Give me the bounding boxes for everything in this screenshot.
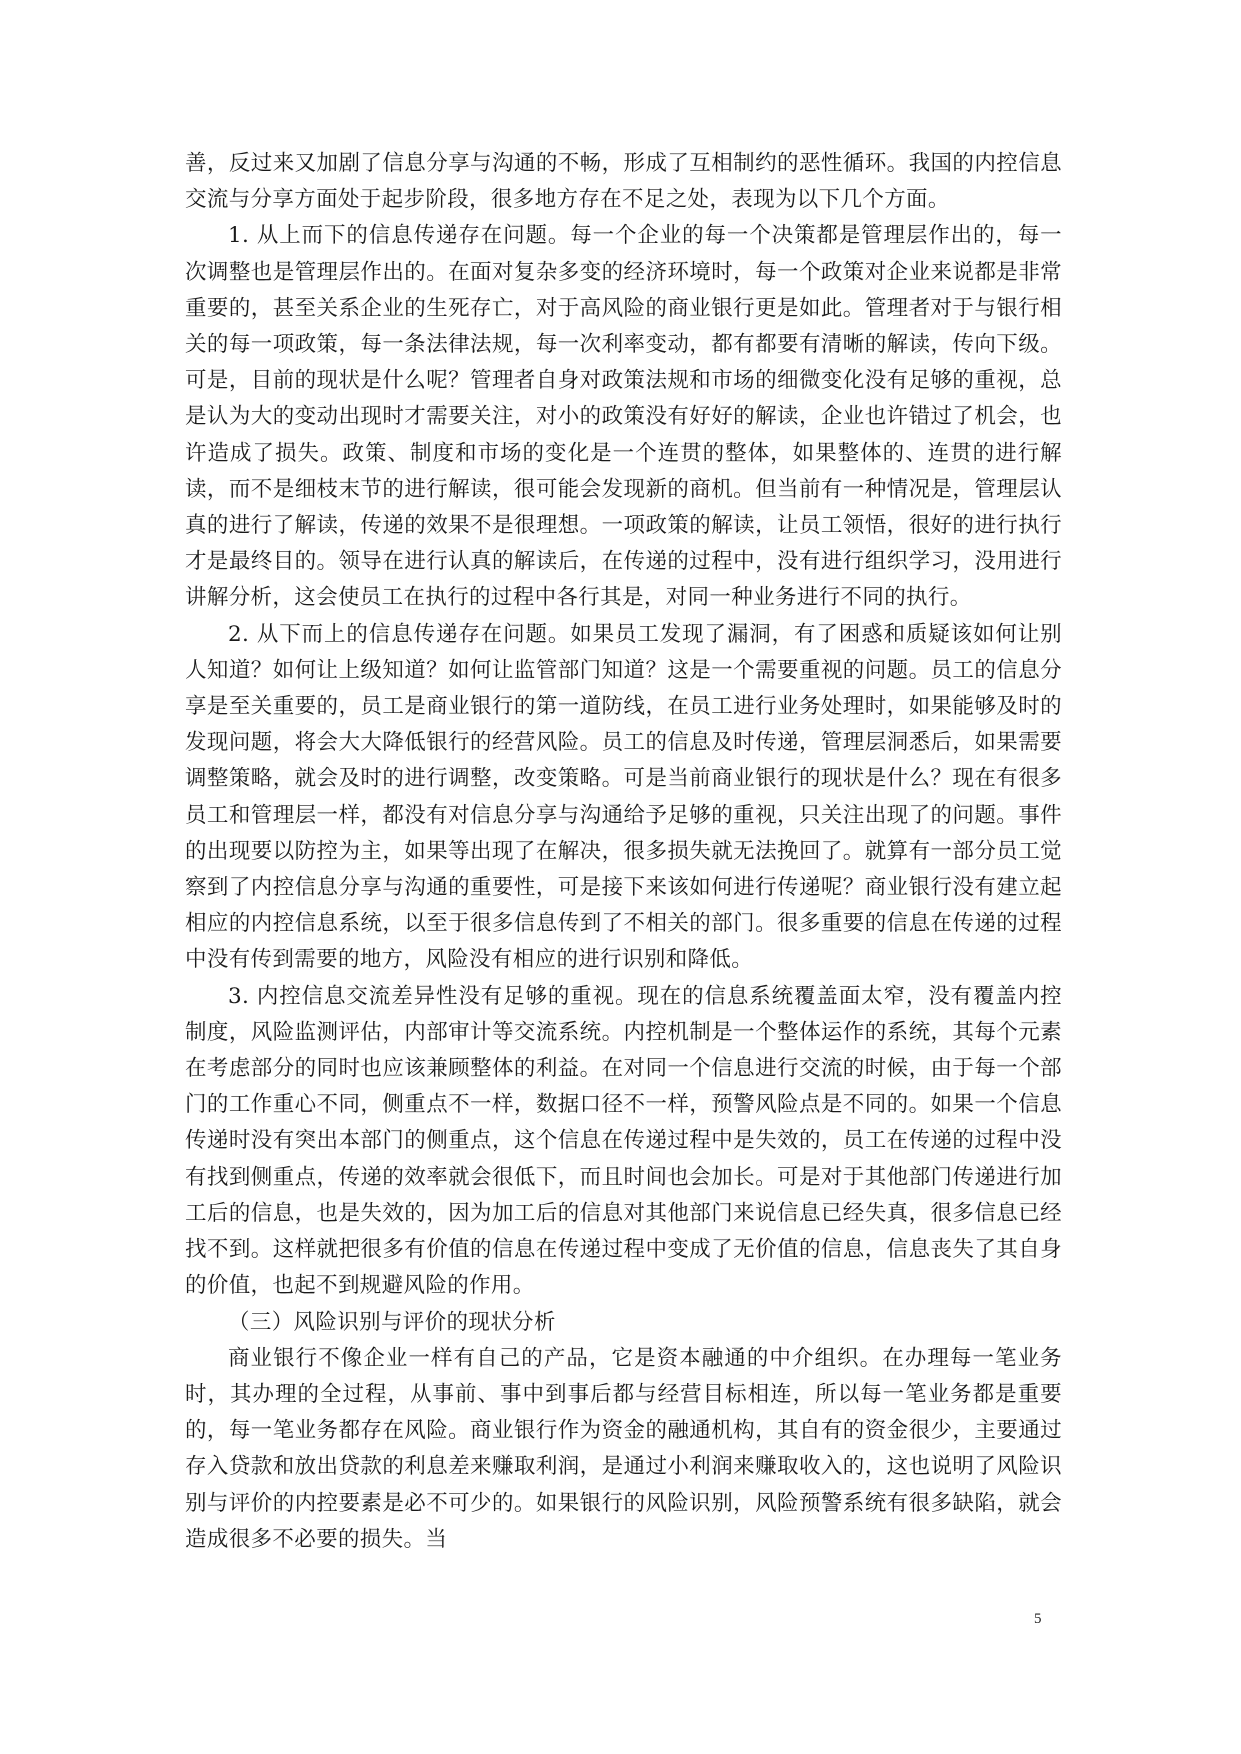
paragraph-item-2: 2. 从下而上的信息传递存在问题。如果员工发现了漏洞，有了困惑和质疑该如何让别人知道？如何让上级知道？如何让监管部门知道？这是一个需要重视的问题。员工的信息分享是至关重要的，员工是商业银行的第一道防线，在员工进行业务处理时，如果能够及时的发现问题，将会大大降低银行的经营风险。员工的信息及时传递，管理层洞悉后，如果需要调整策略，就会及时的进行调整，改变策略。可是当前商业银行的现状是什么？现在有很多员工和管理层一样，都没有对信息分享与沟通给予足够的重视，只关注出现了的问题。事件的出现要以防控为主，如果等出现了在解决，很多损失就无法挽回了。就算有一部分员工觉察到了内控信息分享与沟通的重要性，可是接下来该如何进行传递呢？商业银行没有建立起相应的内控信息系统，以至于很多信息传到了不相关的部门。很多重要的信息在传递的过程中没有传到需要的地方，风险没有相应的进行识别和降低。 — [185, 621, 1062, 973]
page-number: 5 — [1034, 1611, 1042, 1627]
paragraph-item-3: 3. 内控信息交流差异性没有足够的重视。现在的信息系统覆盖面太窄，没有覆盖内控制度，风险监测评估，内部审计等交流系统。内控机制是一个整体运作的系统，其每个元素在考虑部分的同时也应该兼顾整体的利益。在对同一个信息进行交流的时候，由于每一个部门的工作重心不同，侧重点不一样，数据口径不一样，预警风险点是不同的。如果一个信息传递时没有突出本部门的侧重点，这个信息在传递过程中是失效的，员工在传递的过程中没有找到侧重点，传递的效率就会很低下，而且时间也会加长。可是对于其他部门传递进行加工后的信息，也是失效的，因为加工后的信息对其他部门来说信息已经失真，很多信息已经找不到。这样就把很多有价值的信息在传递过程中变成了无价值的信息，信息丧失了其自身的价值，也起不到规避风险的作用。 — [185, 983, 1062, 1299]
paragraph-item-1: 1. 从上而下的信息传递存在问题。每一个企业的每一个决策都是管理层作出的，每一次调整也是管理层作出的。在面对复杂多变的经济环境时，每一个政策对企业来说都是非常重要的，甚至关系企业的生死存亡，对于高风险的商业银行更是如此。管理者对于与银行相关的每一项政策，每一条法律法规，每一次利率变动，都有都要有清晰的解读，传向下级。可是，目前的现状是什么呢？管理者自身对政策法规和市场的细微变化没有足够的重视，总是认为大的变动出现时才需要关注，对小的政策没有好好的解读，企业也许错过了机会，也许造成了损失。政策、制度和市场的变化是一个连贯的整体，如果整体的、连贯的进行解读，而不是细枝末节的进行解读，很可能会发现新的商机。但当前有一种情况是，管理层认真的进行了解读，传递的效果不是很理想。一项政策的解读，让员工领悟，很好的进行执行才是最终目的。领导在进行认真的解读后，在传递的过程中，没有进行组织学习，没用进行讲解分析，这会使员工在执行的过程中各行其是，对同一种业务进行不同的执行。 — [185, 223, 1062, 611]
paragraph-section-intro: 商业银行不像企业一样有自己的产品，它是资本融通的中介组织。在办理每一笔业务时，其办理的全过程，从事前、事中到事后都与经营目标相连，所以每一笔业务都是重要的，每一笔业务都存在风险。商业银行作为资金的融通机构，其自有的资金很少，主要通过存入贷款和放出贷款的利息差来赚取利润，是通过小利润来赚取收入的，这也说明了风险识别与评价的内控要素是必不可少的。如果银行的风险识别，风险预警系统有很多缺陷，就会造成很多不必要的损失。当 — [185, 1345, 1062, 1552]
body-text — [185, 146, 1062, 1558]
paragraph-continuation: 善，反过来又加剧了信息分享与沟通的不畅，形成了互相制约的恶性循环。我国的内控信息交流与分享方面处于起步阶段，很多地方存在不足之处，表现为以下几个方面。 — [185, 151, 1062, 213]
section-heading: （三）风险识别与评价的现状分析 — [228, 1309, 556, 1335]
